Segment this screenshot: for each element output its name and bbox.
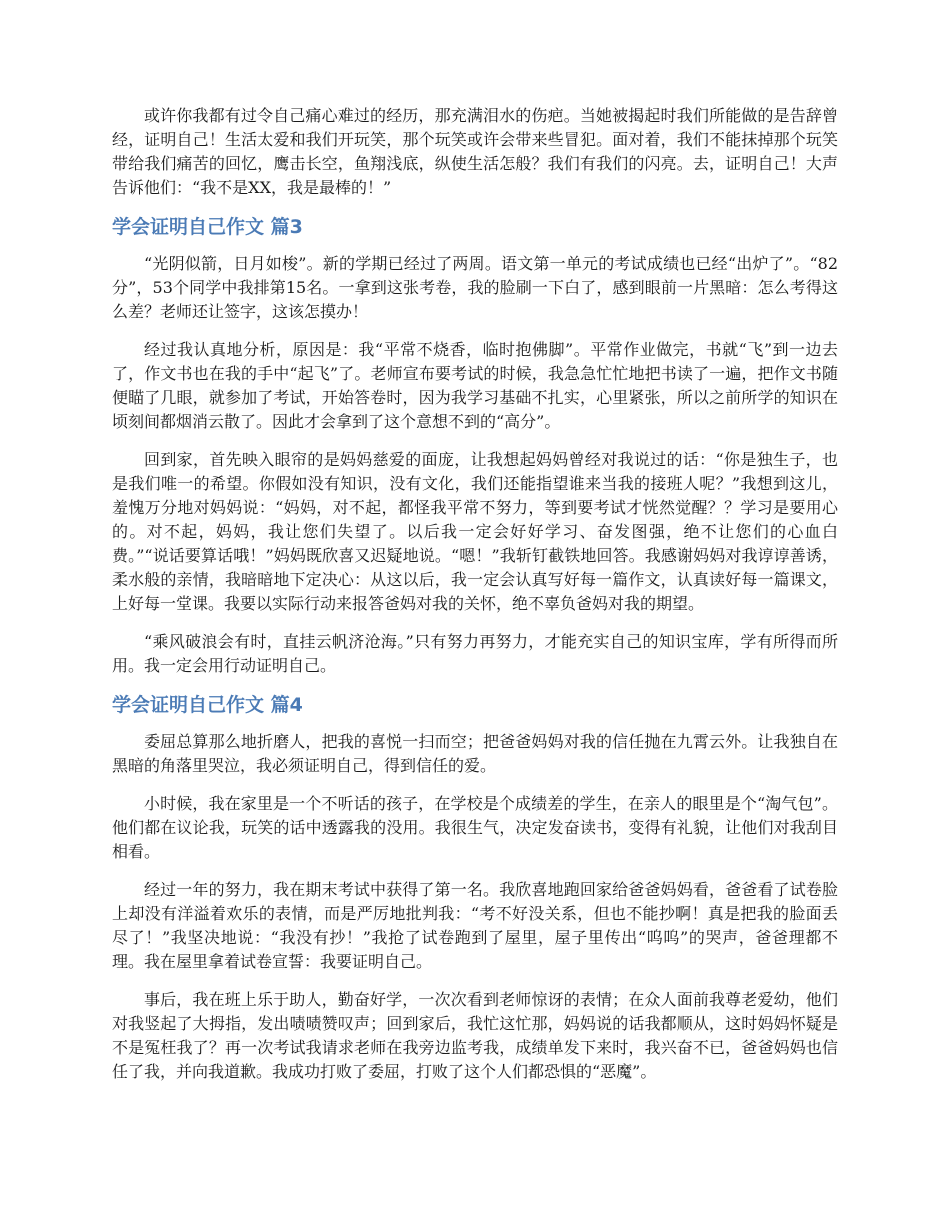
intro-paragraph: 或许你我都有过令自己痛心难过的经历，那充满泪水的伤疤。当她被揭起时我们所能做的是告辞曾经，证明自己！生活太爱和我们开玩笑，那个玩笑或许会带来些冒犯。面对着，我们不能抹掉那个玩笑带给我们痛苦的回忆，鹰击长空，鱼翔浅底，纵使生活怎般？我们有我们的闪亮。去，证明自己！大声告诉他们：“我不是XX，我是最棒的！” — [112, 106, 838, 197]
section-4-paragraph-4: 事后，我在班上乐于助人，勤奋好学，一次次看到老师惊讶的表情；在众人面前我尊老爱幼，他们对我竖起了大拇指，发出啧啧赞叹声；回到家后，我忙这忙那，妈妈说的话我都顺从，这时妈妈怀疑是不是冤枉我了？再一次考试我请求老师在我旁边监考我，成绩单发下来时，我兴奋不已，爸爸妈妈也信任了我，并向我道歉。我成功打败了委屈，打败了这个人们都恐惧的“恶魔”。 — [112, 990, 838, 1081]
section-4-heading: 学会证明自己作文 篇4 — [112, 694, 303, 716]
section-3-paragraph-3: 回到家，首先映入眼帘的是妈妈慈爱的面庞，让我想起妈妈曾经对我说过的话：“你是独生子，也是我们唯一的希望。你假如没有知识，没有文化，我们还能指望谁来当我的接班人呢？”我想到这儿，羞愧万分地对妈妈说：“妈妈，对不起，都怪我平常不努力，等到要考试才恍然觉醒？？学习是要用心的。对不起，妈妈，我让您们失望了。以后我一定会好好学习、奋发图强，绝不让您们的心血白费。”“说话要算话哦！”妈妈既欣喜又迟疑地说。“嗯！”我斩钉截铁地回答。我感谢妈妈对我谆谆善诱，柔水般的亲情，我暗暗地下定决心：从这以后，我一定会认真写好每一篇作文，认真读好每一篇课文，上好每一堂课。我要以实际行动来报答爸妈对我的关怀，绝不辜负爸妈对我的期望。 — [112, 450, 838, 613]
section-3-paragraph-4: “乘风破浪会有时，直挂云帆济沧海。”只有努力再努力，才能充实自己的知识宝库，学有所得而所用。我一定会用行动证明自己。 — [112, 632, 838, 675]
section-3-heading: 学会证明自己作文 篇3 — [112, 216, 303, 238]
section-4-paragraph-2: 小时候，我在家里是一个不听话的孩子，在学校是个成绩差的学生，在亲人的眼里是个“淘气包”。他们都在议论我，玩笑的话中透露我的没用。我很生气，决定发奋读书，变得有礼貌，让他们对我刮目相看。 — [112, 794, 838, 861]
section-4-paragraph-3: 经过一年的努力，我在期末考试中获得了第一名。我欣喜地跑回家给爸爸妈妈看，爸爸看了试卷脸上却没有洋溢着欢乐的表情，而是严厉地批判我：“考不好没关系，但也不能抄啊！真是把我的脸面丢尽了！”我坚决地说：“我没有抄！”我抢了试卷跑到了屋里，屋子里传出“呜呜”的哭声，爸爸理都不理。我在屋里拿着试卷宣誓：我要证明自己。 — [112, 880, 838, 971]
section-3-paragraph-2: 经过我认真地分析，原因是：我“平常不烧香，临时抱佛脚”。平常作业做完，书就“飞”到一边去了，作文书也在我的手中“起飞”了。老师宣布要考试的时候，我急急忙忙地把书读了一遍，把作文书随便瞄了几眼，就参加了考试，开始答卷时，因为我学习基础不扎实，心里紧张，所以之前所学的知识在顷刻间都烟消云散了。因此才会拿到了这个意想不到的“高分”。 — [112, 340, 838, 431]
section-3-paragraph-1: “光阴似箭，日月如梭”。新的学期已经过了两周。语文第一单元的考试成绩也已经“出炉了”。“82分”，53个同学中我排第15名。一拿到这张考卷，我的脸刷一下白了，感到眼前一片黑暗：怎么考得这么差？老师还让签字，这该怎摸办！ — [112, 254, 838, 321]
section-4-paragraph-1: 委屈总算那么地折磨人，把我的喜悦一扫而空；把爸爸妈妈对我的信任抛在九霄云外。让我独自在黑暗的角落里哭泣，我必须证明自己，得到信任的爱。 — [112, 732, 838, 775]
